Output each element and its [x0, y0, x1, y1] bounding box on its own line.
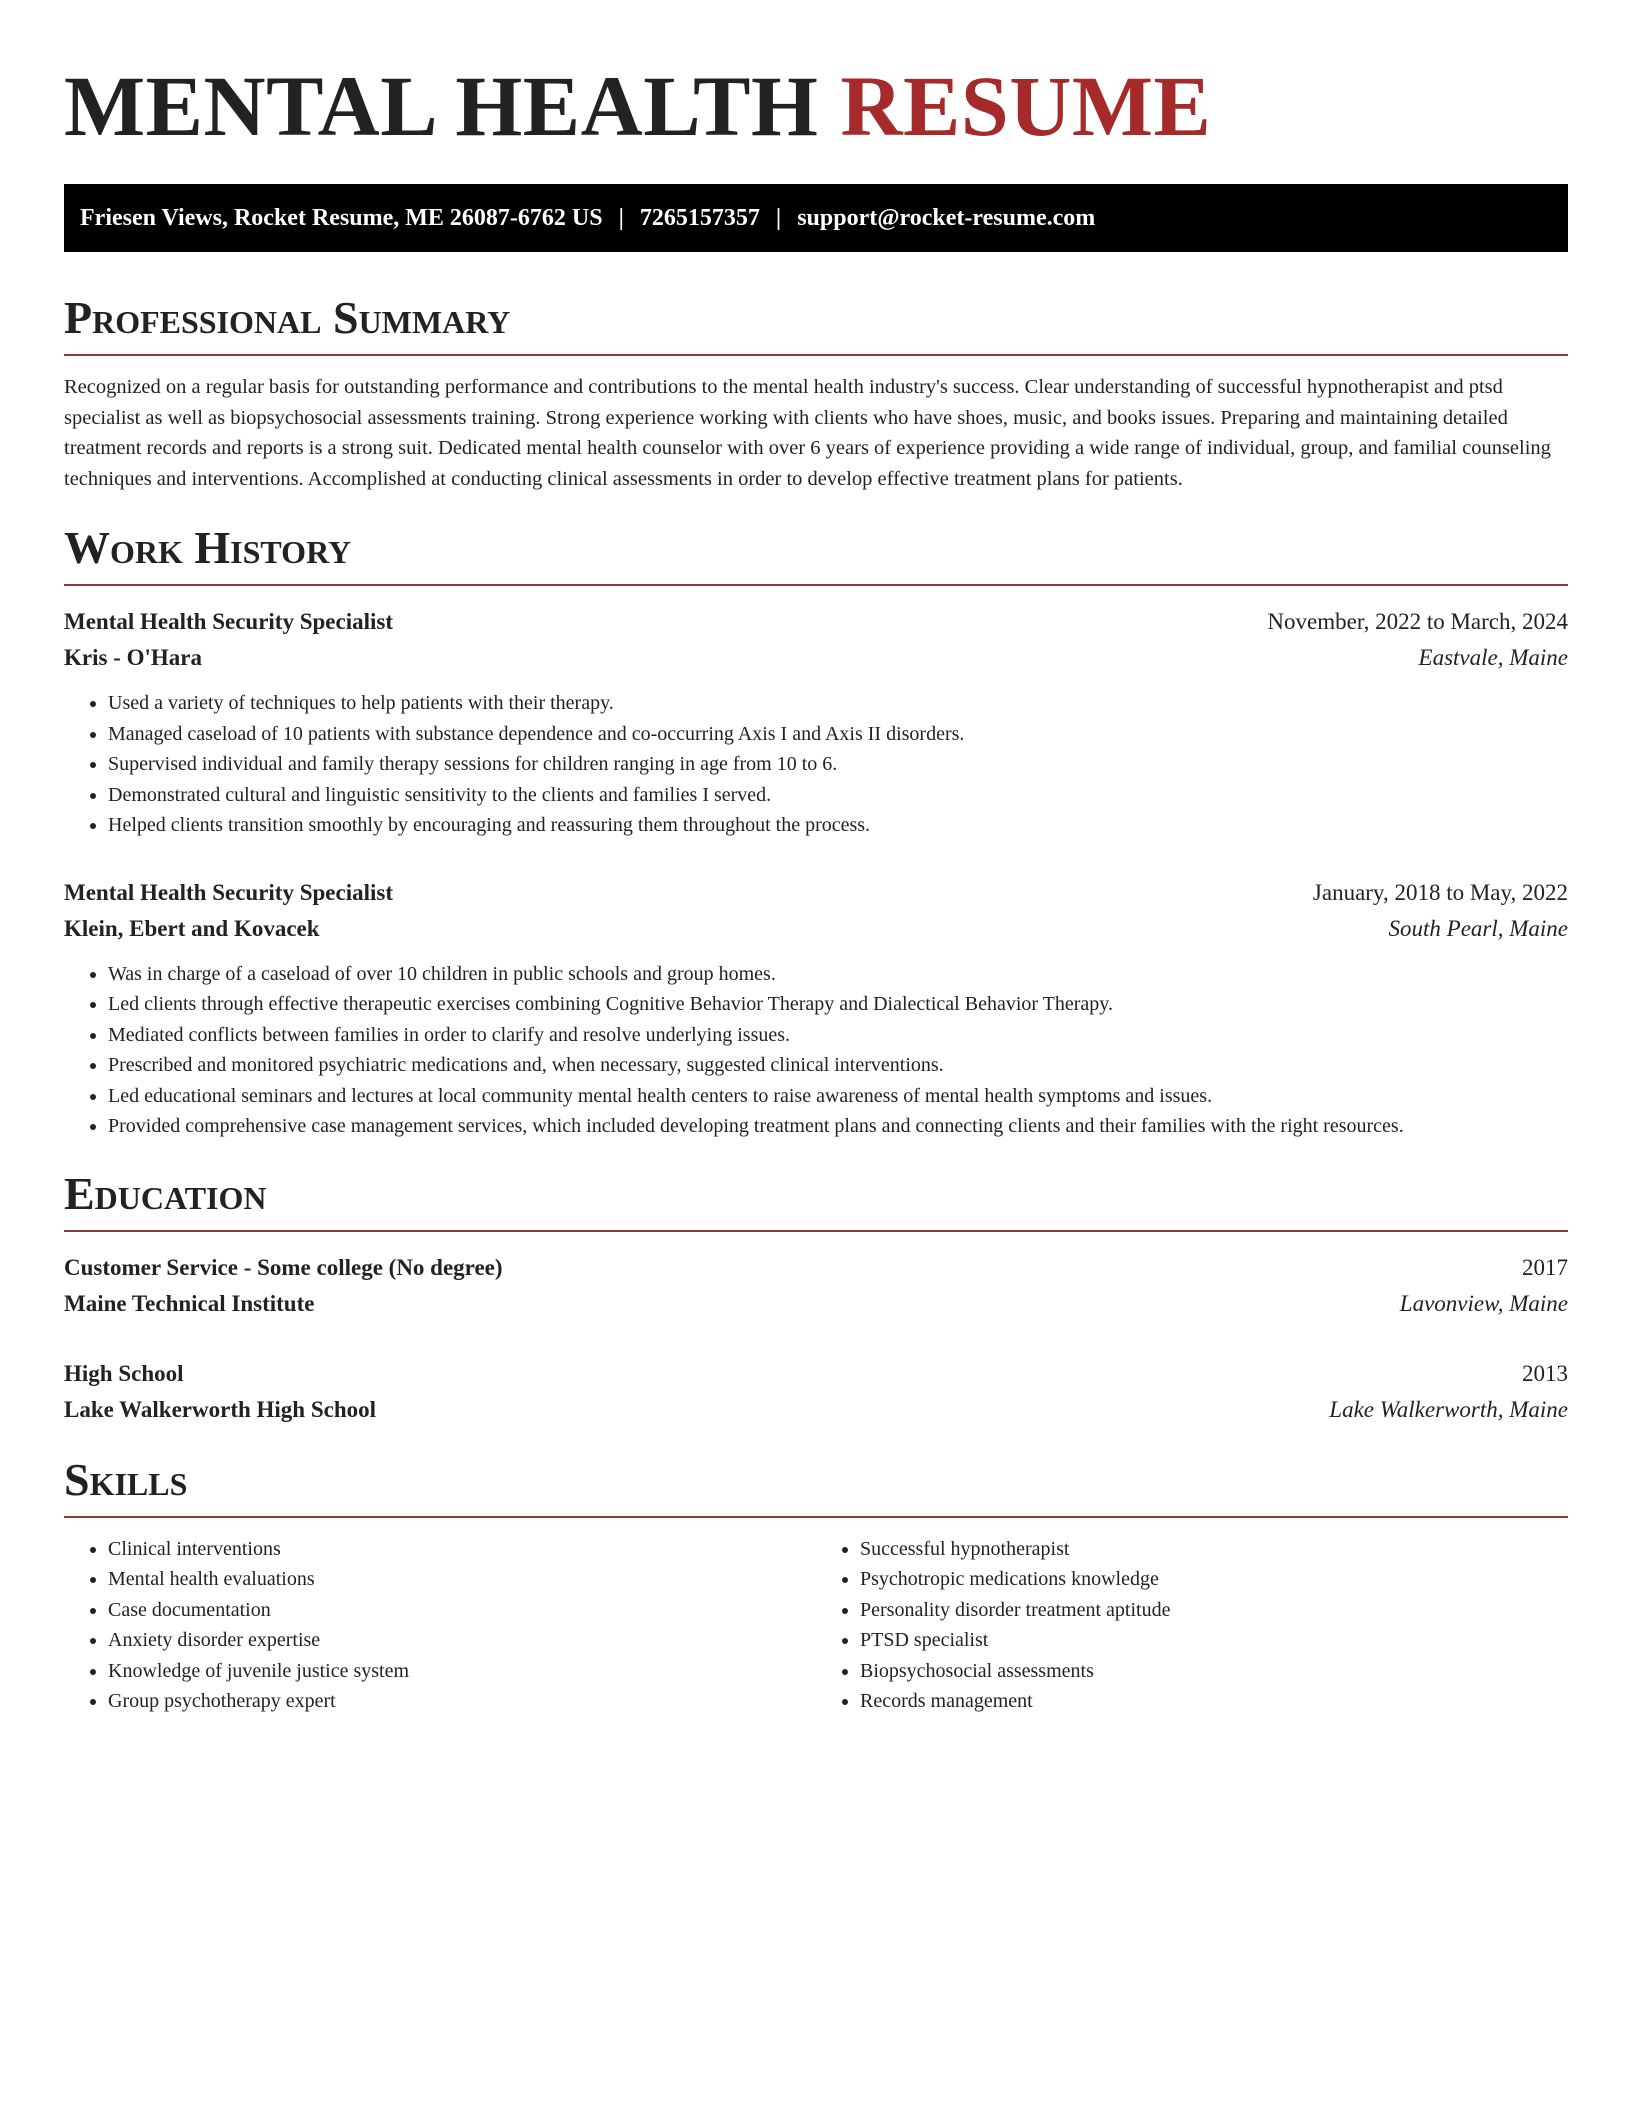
- job-location: Eastvale, Maine: [1418, 645, 1568, 670]
- education-year: 2013: [1522, 1360, 1568, 1386]
- education-school-row: [64, 1392, 1568, 1428]
- job-bullets: [64, 959, 1568, 1142]
- job-title: Mental Health Security Specialist: [64, 609, 393, 634]
- job-bullet: • Supervised individual and family therapy sessions for children ranging in age from 10 to 6.: [108, 749, 1568, 780]
- job-dates: November, 2022 to March, 2024: [1267, 609, 1568, 634]
- skill-item: • Psychotropic medications knowledge: [860, 1564, 1568, 1595]
- skill-item: • Group psychotherapy expert: [108, 1686, 816, 1717]
- skill-item: • Personality disorder treatment aptitude: [860, 1595, 1568, 1626]
- job-title-row: [64, 604, 1568, 640]
- education-degree-row: [64, 1356, 1568, 1392]
- education-school: Maine Technical Institute: [64, 1290, 315, 1316]
- contact-email[interactable]: support@rocket-resume.com: [797, 204, 1096, 231]
- skill-item: • Knowledge of juvenile justice system: [108, 1656, 816, 1687]
- education-entry: [64, 1356, 1568, 1428]
- job-company-row: [64, 911, 1568, 947]
- skill-item: • Clinical interventions: [108, 1534, 816, 1565]
- job-entry: [64, 604, 1568, 841]
- skills-columns: [64, 1534, 1568, 1717]
- skill-item: • Biopsychosocial assessments: [860, 1656, 1568, 1687]
- skills-heading: Skills: [64, 1454, 1568, 1518]
- job-company-row: [64, 640, 1568, 676]
- contact-bar: [64, 184, 1568, 252]
- education-heading: Education: [64, 1168, 1568, 1232]
- summary-heading: Professional Summary: [64, 292, 1568, 356]
- title-accent: RESUME: [840, 58, 1212, 154]
- education-degree-row: [64, 1250, 1568, 1286]
- job-title: Mental Health Security Specialist: [64, 879, 393, 905]
- job-bullet: • Demonstrated cultural and linguistic sensitivity to the clients and families I served.: [108, 780, 1568, 811]
- skills-list-right: [816, 1534, 1568, 1717]
- title-main: MENTAL HEALTH: [64, 58, 819, 154]
- job-bullet: • Mediated conflicts between families in order to clarify and resolve underlying issues.: [108, 1020, 1568, 1051]
- job-title-row: [64, 875, 1568, 911]
- job-location: South Pearl, Maine: [1388, 915, 1568, 941]
- skill-item: • Anxiety disorder expertise: [108, 1625, 816, 1656]
- job-bullet: • Prescribed and monitored psychiatric medications and, when necessary, suggested clinical interventions.: [108, 1050, 1568, 1081]
- job-bullet: • Led clients through effective therapeutic exercises combining Cognitive Behavior Therapy and Dialectical Behavior Therapy.: [108, 989, 1568, 1020]
- education-entry: [64, 1250, 1568, 1322]
- education-degree: High School: [64, 1360, 184, 1386]
- skill-item: • Mental health evaluations: [108, 1564, 816, 1595]
- contact-separator: |: [775, 204, 782, 231]
- education-location: Lake Walkerworth, Maine: [1329, 1396, 1568, 1422]
- job-bullet: • Led educational seminars and lectures at local community mental health centers to raise awareness of mental health symptoms and issues.: [108, 1081, 1568, 1112]
- skill-item: • Records management: [860, 1686, 1568, 1717]
- job-company: Kris - O'Hara: [64, 645, 202, 670]
- job-bullet: • Managed caseload of 10 patients with substance dependence and co-occurring Axis I and Axis II disorders.: [108, 719, 1568, 750]
- skill-item: • PTSD specialist: [860, 1625, 1568, 1656]
- work-history-heading: Work History: [64, 522, 1568, 586]
- skill-item: • Case documentation: [108, 1595, 816, 1626]
- job-bullet: • Helped clients transition smoothly by encouraging and reassuring them throughout the process.: [108, 810, 1568, 841]
- education-year: 2017: [1522, 1254, 1568, 1280]
- education-degree: Customer Service - Some college (No degree): [64, 1254, 503, 1280]
- job-entry: [64, 875, 1568, 1142]
- education-location: Lavonview, Maine: [1399, 1290, 1568, 1316]
- job-company: Klein, Ebert and Kovacek: [64, 915, 320, 941]
- education-school: Lake Walkerworth High School: [64, 1396, 377, 1422]
- education-school-row: [64, 1286, 1568, 1322]
- job-bullets: [64, 688, 1568, 841]
- resume-title: [64, 0, 1568, 156]
- job-bullet: • Was in charge of a caseload of over 10 children in public schools and group homes.: [108, 959, 1568, 990]
- job-bullet: • Provided comprehensive case management services, which included developing treatment plans and connecting clients and their families with the right resources.: [108, 1111, 1568, 1142]
- summary-text: Recognized on a regular basis for outstanding performance and contributions to the mental health industry's success. Clear understanding of successful hypnotherapist and ptsd specialist as well as biopsychosocial assessments training. Strong experience working with clients who have shoes, music, and books issues. Preparing and maintaining detailed treatment records and reports is a strong suit. Dedicated mental health counselor with over 6 years of experience providing a wide range of individual, group, and familial counseling techniques and interventions. Accomplished at conducting clinical assessments in order to develop effective treatment plans for patients.: [64, 376, 1551, 490]
- job-dates: January, 2018 to May, 2022: [1312, 879, 1568, 905]
- contact-separator: |: [618, 204, 624, 231]
- skills-list-left: [64, 1534, 816, 1717]
- contact-address: Friesen Views, Rocket Resume, ME 26087-6762 US: [80, 204, 603, 231]
- contact-phone: 7265157357: [639, 204, 760, 231]
- skill-item: • Successful hypnotherapist: [860, 1534, 1568, 1565]
- job-bullet: • Used a variety of techniques to help patients with their therapy.: [108, 688, 1568, 719]
